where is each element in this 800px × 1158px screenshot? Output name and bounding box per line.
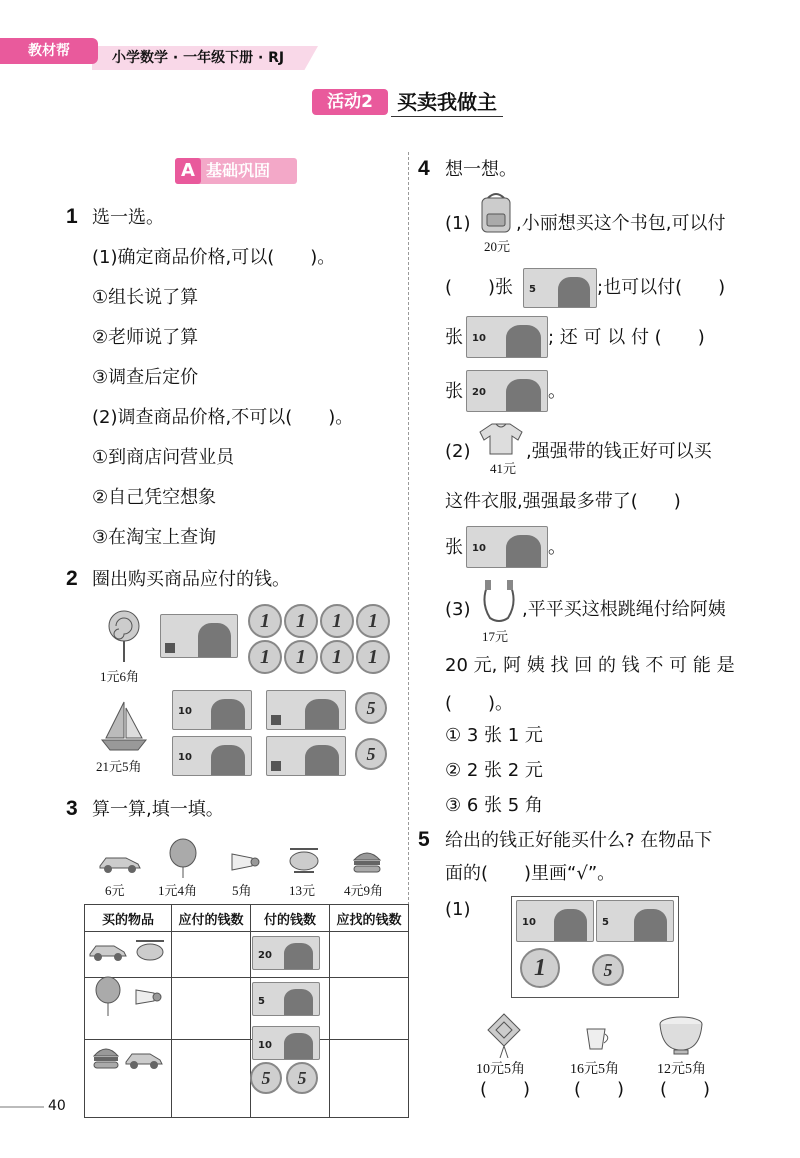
q1-number: 1 xyxy=(66,205,78,228)
banknote-20yuan[interactable] xyxy=(466,370,548,412)
banknote-10yuan[interactable] xyxy=(252,1026,320,1060)
coin-1yuan[interactable]: 1 xyxy=(356,640,390,674)
note-value: 20 xyxy=(258,949,272,961)
toy-helicopter-icon xyxy=(130,938,170,964)
banknote-10yuan[interactable] xyxy=(466,526,548,568)
toy-car-icon xyxy=(124,1048,164,1070)
note-value: 10 xyxy=(472,333,486,344)
page-footer-line xyxy=(0,1106,44,1108)
shopping-table xyxy=(84,904,409,1118)
hamburger-icon xyxy=(352,850,382,874)
banknote-5yuan[interactable] xyxy=(596,900,674,942)
q4-p3-label: (3) xyxy=(445,599,471,620)
note-value: 10 xyxy=(258,1039,272,1051)
coin-1yuan[interactable]: 1 xyxy=(284,604,318,638)
q3-number: 3 xyxy=(66,797,78,820)
table-header: 买的物品 xyxy=(85,905,172,932)
note-value: 20 xyxy=(472,387,486,398)
header-subtitle: 小学数学 · 一年级下册 · RJ xyxy=(112,50,285,66)
balloon-icon xyxy=(168,838,198,878)
price-helicopter: 13元 xyxy=(289,883,316,898)
q4-p3-line3: ( )。 xyxy=(445,693,514,714)
price-balloon: 1元4角 xyxy=(158,883,198,898)
section-letter: A xyxy=(175,158,201,184)
banknote-10yuan[interactable] xyxy=(172,736,252,776)
q5-text: 给出的钱正好能买什么? 在物品下 xyxy=(445,830,713,851)
q3-text: 算一算,填一填。 xyxy=(92,799,224,820)
activity-title: 买卖我做主 xyxy=(391,88,503,117)
q4-p1-line4b: 。 xyxy=(548,381,566,402)
shuttlecock-icon xyxy=(134,988,162,1006)
q4-p2-label: (2) xyxy=(445,441,471,462)
page-number: 40 xyxy=(48,1098,66,1114)
coin-1yuan[interactable]: 1 xyxy=(356,604,390,638)
q2-number: 2 xyxy=(66,567,78,590)
note-value: 5 xyxy=(529,284,536,296)
banknote-10yuan[interactable] xyxy=(466,316,548,358)
q4-text: 想一想。 xyxy=(445,159,517,180)
q5-text2: 面的( )里画“√”。 xyxy=(445,863,616,884)
table-header: 应付的钱数 xyxy=(172,905,251,932)
cup-price: 16元5角 xyxy=(570,1062,619,1077)
coin-1yuan[interactable]: 1 xyxy=(520,948,560,988)
q4-p3-line1: ,平平买这根跳绳付给阿姨 xyxy=(522,599,726,620)
payable-cell[interactable] xyxy=(172,932,251,978)
chinese-knot-icon xyxy=(484,1012,524,1058)
jump-rope-icon xyxy=(478,578,520,624)
coin-1yuan[interactable]: 1 xyxy=(248,604,282,638)
note-value: 10 xyxy=(178,752,192,764)
bowl-icon xyxy=(658,1014,704,1056)
q2-text: 圈出购买商品应付的钱。 xyxy=(92,569,290,590)
coin-5jiao[interactable]: 5 xyxy=(355,738,387,770)
coin-5jiao[interactable]: 5 xyxy=(250,1062,282,1094)
price-car: 6元 xyxy=(105,883,125,898)
cup-icon xyxy=(584,1026,612,1052)
note-value: 10 xyxy=(472,543,486,554)
table-row xyxy=(85,978,409,1040)
q4-p2-line3a: 张 xyxy=(445,537,463,558)
q1-part1: (1)确定商品价格,可以( )。 xyxy=(92,247,336,268)
q1-p1-opt1: ①组长说了算 xyxy=(92,287,199,308)
q4-p1-line3a: 张 xyxy=(445,327,463,348)
q4-p2-line2: 这件衣服,强强最多带了( ) xyxy=(445,491,681,512)
banknote-5yuan[interactable] xyxy=(523,268,597,308)
bowl-answer-blank[interactable]: ( ) xyxy=(660,1079,711,1100)
banknote-10yuan[interactable] xyxy=(516,900,594,942)
sweater-icon xyxy=(478,420,524,456)
sailboat-icon xyxy=(100,700,148,752)
q4-p1-line2b: ;也可以付( ) xyxy=(597,277,726,298)
q4-p2-line1: ,强强带的钱正好可以买 xyxy=(526,441,712,462)
coin-1yuan[interactable]: 1 xyxy=(320,604,354,638)
coin-1yuan[interactable]: 1 xyxy=(320,640,354,674)
header-tab: 教材帮 xyxy=(0,38,98,64)
q4-p2-line3b: 。 xyxy=(548,537,566,558)
price-hamburger: 4元9角 xyxy=(344,883,384,898)
activity-badge: 活动2 xyxy=(312,89,388,115)
coin-1yuan[interactable]: 1 xyxy=(284,640,318,674)
banknote-20yuan[interactable] xyxy=(252,936,320,970)
banknote-10yuan[interactable] xyxy=(172,690,252,730)
toy-car-icon xyxy=(98,850,142,874)
coin-5jiao[interactable]: 5 xyxy=(286,1062,318,1094)
sailboat-price: 21元5角 xyxy=(96,759,142,774)
note-value: 5 xyxy=(258,995,265,1007)
change-cell[interactable] xyxy=(330,1040,409,1118)
payable-cell[interactable] xyxy=(172,978,251,1040)
note-value: 5 xyxy=(602,917,609,928)
q4-p1-line3b: ; 还 可 以 付 ( ) xyxy=(548,327,705,348)
table-header: 应找的钱数 xyxy=(330,905,409,932)
bowl-price: 12元5角 xyxy=(657,1062,706,1077)
q1-p2-opt3: ③在淘宝上查询 xyxy=(92,527,217,548)
sweater-price: 41元 xyxy=(490,461,517,476)
q4-p1-line4a: 张 xyxy=(445,381,463,402)
change-cell[interactable] xyxy=(330,978,409,1040)
q4-p1-label: (1) xyxy=(445,213,471,234)
note-value: 10 xyxy=(522,917,536,928)
jump-rope-price: 17元 xyxy=(482,629,509,644)
banknote-1yuan[interactable] xyxy=(266,690,346,730)
q5-number: 5 xyxy=(418,828,430,851)
q4-p3-line2: 20 元, 阿 姨 找 回 的 钱 不 可 能 是 xyxy=(445,655,735,676)
q4-p1-line1: ,小丽想买这个书包,可以付 xyxy=(516,213,726,234)
q1-p2-opt2: ②自己凭空想象 xyxy=(92,487,217,508)
q1-p1-opt2: ②老师说了算 xyxy=(92,327,199,348)
change-cell[interactable] xyxy=(330,932,409,978)
q5-p1-label: (1) xyxy=(445,899,471,920)
q4-p3-opt2: ② 2 张 2 元 xyxy=(445,760,543,781)
q4-p3-opt1: ① 3 张 1 元 xyxy=(445,725,543,746)
q1-p2-opt1: ①到商店问营业员 xyxy=(92,447,235,468)
price-shuttlecock: 5角 xyxy=(232,883,252,898)
table-header: 付的钱数 xyxy=(251,905,330,932)
hamburger-icon xyxy=(92,1046,120,1070)
knot-price: 10元5角 xyxy=(476,1062,525,1077)
lollipop-price: 1元6角 xyxy=(100,669,140,684)
banknote-1yuan[interactable] xyxy=(160,614,238,658)
cup-answer-blank[interactable]: ( ) xyxy=(574,1079,625,1100)
banknote-5yuan[interactable] xyxy=(252,982,320,1016)
coin-5jiao[interactable]: 5 xyxy=(355,692,387,724)
balloon-icon xyxy=(94,976,122,1016)
toy-car-icon xyxy=(88,940,128,962)
q1-text: 选一选。 xyxy=(92,207,164,228)
q4-p3-opt3: ③ 6 张 5 角 xyxy=(445,795,543,816)
schoolbag-icon xyxy=(478,190,514,234)
note-value: 10 xyxy=(178,706,192,718)
shuttlecock-icon xyxy=(230,852,260,872)
knot-answer-blank[interactable]: ( ) xyxy=(480,1079,531,1100)
toy-helicopter-icon xyxy=(284,846,324,874)
payable-cell[interactable] xyxy=(172,1040,251,1118)
q4-number: 4 xyxy=(418,157,430,180)
q1-p1-opt3: ③调查后定价 xyxy=(92,367,199,388)
banknote-1yuan[interactable] xyxy=(266,736,346,776)
q1-part2: (2)调查商品价格,不可以( )。 xyxy=(92,407,354,428)
schoolbag-price: 20元 xyxy=(484,239,511,254)
section-title: 基础巩固 xyxy=(206,161,271,180)
q4-p1-line2a: ( )张 xyxy=(445,277,514,298)
coin-5jiao[interactable]: 5 xyxy=(592,954,624,986)
coin-1yuan[interactable]: 1 xyxy=(248,640,282,674)
lollipop-icon xyxy=(106,608,146,664)
